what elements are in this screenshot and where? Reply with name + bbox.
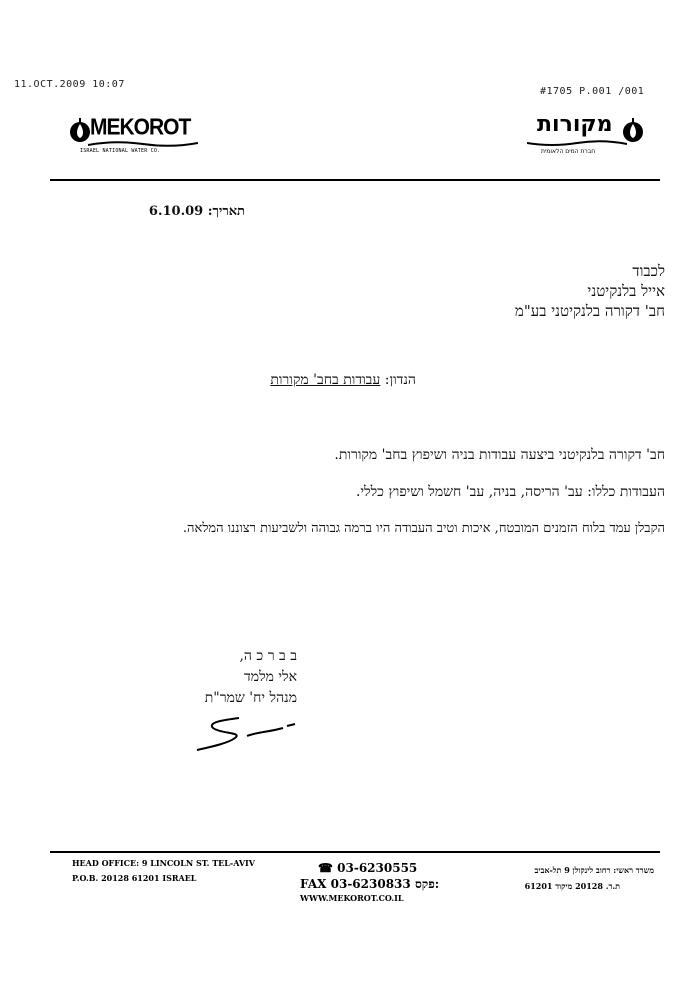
fax-page-info: #1705 P.001 /001 [540,86,645,97]
body-paragraph-2: העבודות כללו: עב' הריסה, בניה, עב' חשמל ושיפוץ כללי. [355,484,665,500]
header-divider [50,179,660,181]
subject-value: עבודות בחב' מקורות [270,372,381,388]
logo-wave-en [88,140,198,148]
footer-website: WWW.MEKOROT.CO.IL [300,893,404,903]
signer-name: אלי מלמד [244,669,297,685]
footer-fax [300,877,439,892]
subject-label: הנדון: [384,372,416,388]
fax-label: FAX [300,877,327,891]
fax-number: 03-6230833 [330,877,411,891]
handwritten-signature [195,710,305,755]
subject-line [270,372,416,389]
mekorot-hebrew-logo [527,112,647,164]
body-paragraph-1: חב' דקורה בלנקיטני ביצעה עבודות בניה ושיפוץ בחב' מקורות. [334,447,665,463]
footer-phone [318,861,417,875]
date-label: תאריך: [207,204,245,219]
footer-pob-he: ת.ד. 20128 מיקוד 61201 [524,881,620,891]
logo-tagline-he: חברת המים הלאומית [541,148,596,155]
phone-icon: ☎ [318,861,333,875]
footer-head-office-he: משרד ראשי: רחוב לינקולן 9 תל-אביב [534,865,654,875]
recipient-company: חב' דקורה בלנקיטני בע"מ [514,302,665,320]
fax-timestamp: 11.OCT.2009 10:07 [14,79,125,90]
drop-emblem-icon [621,118,645,144]
footer-head-office-en: HEAD OFFICE: 9 LINCOLN ST. TEL-AVIV [72,858,255,868]
footer-divider [50,851,660,853]
logo-wave-he [527,140,627,148]
date-value: 6.10.09 [148,204,204,219]
recipient-name: אייל בלנקיטני [587,282,665,300]
recipient-block [515,261,665,321]
closing-greeting: ב ב ר כ ה, [239,648,297,664]
logo-tagline-en: ISRAEL NATIONAL WATER CO. [80,148,161,154]
logo-wordmark-he: מקורות [537,112,613,137]
mekorot-english-logo [68,114,198,164]
signer-title: מנהל יח' שמר"ת [204,690,297,706]
recipient-salutation: לכבוד [632,262,665,280]
letter-date [149,203,245,219]
fax-label-he: פקס: [414,877,440,891]
closing-block [205,646,297,709]
body-paragraph-3: הקבלן עמד בלוח הזמנים המובטח, איכות וטיב העבודה היו ברמה גבוהה ולשביעות רצוננו המלאה. [182,521,665,536]
footer-pob-en: P.O.B. 20128 61201 ISRAEL [72,873,197,883]
logo-wordmark-en: MEKOROT [90,114,191,141]
phone-number: 03-6230555 [337,861,418,875]
